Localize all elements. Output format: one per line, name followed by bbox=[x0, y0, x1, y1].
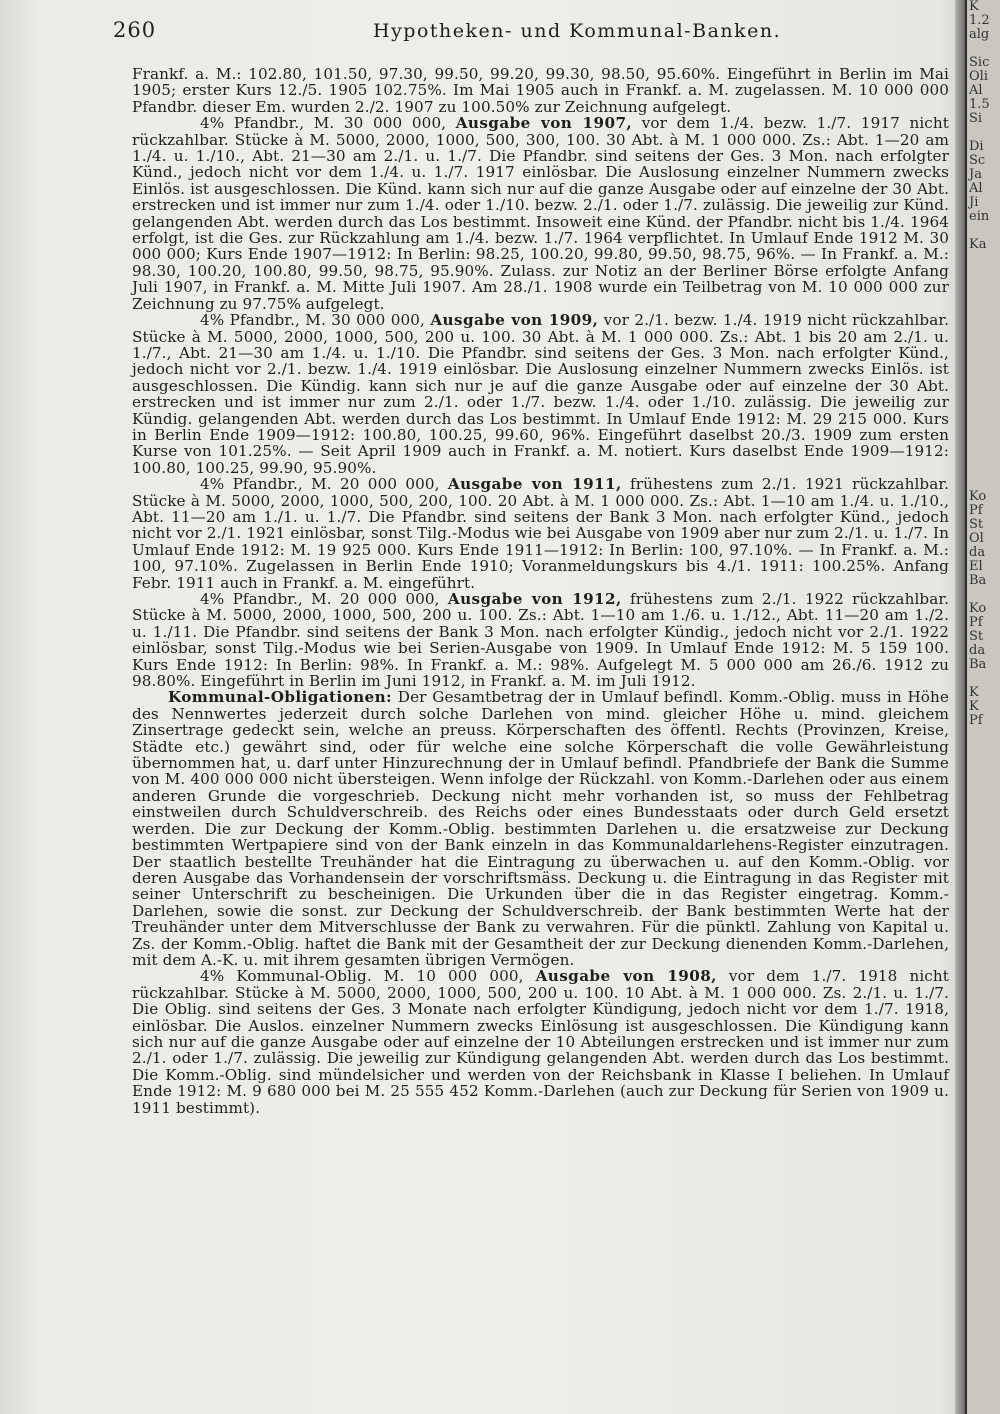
margin-fragment bbox=[969, 126, 1000, 140]
margin-fragment bbox=[969, 406, 1000, 420]
issue-heading: Ausgabe von 1907, bbox=[455, 114, 633, 133]
margin-fragment bbox=[969, 42, 1000, 56]
margin-fragment: Ba bbox=[969, 657, 987, 672]
margin-fragment bbox=[969, 420, 1000, 434]
issue-lead: 4% Pfandbr., M. 20 000 000, bbox=[200, 475, 440, 494]
margin-fragment: 1.2 bbox=[969, 13, 990, 28]
issue-lead: 4% Pfandbr., M. 30 000 000, bbox=[200, 114, 447, 133]
issue-heading: Ausgabe von 1908, bbox=[535, 967, 717, 986]
margin-fragment: Pf bbox=[969, 615, 983, 630]
margin-fragment: K bbox=[969, 685, 979, 700]
margin-fragment: da bbox=[969, 643, 986, 658]
margin-fragment bbox=[969, 350, 1000, 364]
issue-heading: Ausgabe von 1912, bbox=[447, 590, 622, 608]
margin-fragment bbox=[969, 448, 1000, 462]
page-header bbox=[113, 18, 953, 48]
paragraph-body: vor 2./1. bezw. 1./4. 1919 nicht rückzahlbar. Stücke à M. 5000, 2000, 1000, 500, 200 u. 100. 30 Abt. à M. 1 000 000. Zs.: Abt. 1 bis 20 am 2./1. u. 1./7., Abt. 21—30 am 1./4. u. 1./10. Die Pfandbr. sind seitens der Ges. 3 Mon. nach erfolgter Künd., jedoch nicht vor 2./1. bezw. 1./4. 1919 einlösbar. Die Auslosung einzelner Nummern zwecks Einlös. ist ausgeschlossen. Die Kündig. kann sich nur je auf die ganze Ausgabe oder auf einzelne der 30 Abt. erstrecken und ist immer nur zum 2./1. oder 1./7. bezw. 1./4. oder 1./10. zulässig. Die jeweilig zur Kündig. gelangenden Abt. werden durch das Los bestimmt. In Umlauf Ende 1912: M. 29 215 000. Kurs in Berlin Ende 1909—1912: 100.80, 100.25, 99.60, 96%. Eingeführt daselbst 20./3. 1909 zum ersten Kurse von 101.25%. — Seit April 1909 auch in Frankf. a. M. notiert. Kurs daselbst Ende 1909—1912: 100.80, 100.25, 99.90, 95.90%. bbox=[132, 311, 949, 477]
binding-shadow bbox=[955, 0, 965, 1414]
margin-fragment: 1.5 bbox=[969, 97, 990, 112]
margin-fragment bbox=[969, 266, 1000, 280]
issue-lead: 4% Pfandbr., M. 20 000 000, bbox=[200, 590, 440, 608]
running-head: Hypotheken- und Kommunal-Banken. bbox=[373, 20, 782, 42]
margin-fragment: Ko bbox=[969, 489, 987, 504]
paragraph-issue-1912 bbox=[132, 591, 949, 689]
margin-fragment bbox=[969, 378, 1000, 392]
margin-fragment: Ji bbox=[969, 195, 979, 210]
margin-fragment bbox=[969, 364, 1000, 378]
paragraph-kommunal-obligationen bbox=[132, 689, 949, 968]
section-heading: Kommunal-Obligationen: bbox=[168, 688, 393, 707]
margin-fragment: alg bbox=[969, 27, 990, 42]
issue-lead: 4% Kommunal-Oblig. M. 10 000 000, bbox=[200, 967, 524, 986]
margin-fragment bbox=[969, 224, 1000, 238]
margin-fragment: Al bbox=[969, 181, 983, 196]
issue-lead: 4% Pfandbr., M. 30 000 000, bbox=[200, 311, 425, 330]
margin-fragment: Ja bbox=[969, 167, 982, 182]
paragraph-issue-1909 bbox=[132, 312, 949, 476]
paragraph-kommunal-1908 bbox=[132, 968, 949, 1116]
margin-fragment bbox=[969, 322, 1000, 336]
margin-fragment: Ol bbox=[969, 531, 984, 546]
issue-heading: Ausgabe von 1911, bbox=[447, 475, 622, 494]
margin-fragment: Ka bbox=[969, 237, 987, 252]
margin-fragment: Pf bbox=[969, 713, 983, 728]
margin-fragment: Al bbox=[969, 83, 983, 98]
margin-fragment bbox=[969, 308, 1000, 322]
paragraph-body: vor dem 1./4. bezw. 1./7. 1917 nicht rückzahlbar. Stücke à M. 5000, 2000, 1000, 500, 300, 100. 30 Abt. à M. 1 000 000. Zs.: Abt. 1—20 am 1./4. u. 1./10., Abt. 21—30 am 2./1. u. 1./7. Die Pfandbr. sind seitens der Ges. 3 Mon. nach erfolgter Künd., jedoch nicht vor dem 1./4. u. 1./7. 1917 einlösbar. Die Auslosung einzelner Nummern zwecks Einlös. ist ausgeschlossen. Die Künd. kann sich nur auf die ganze Ausgabe oder auf einzelne der 30 Abt. erstrecken und ist immer nur zum 1./4. oder 1./10. bezw. 2./1. oder 1./7. zulässig. Die jeweilig zur Künd. gelangenden Abt. werden durch das Los bestimmt. Insoweit eine Künd. der Pfandbr. nicht bis 1./4. 1964 erfolgt, ist die Ges. zur Rückzahlung am 1./4. bezw. 1./7. 1964 verpflichtet. In Umlauf Ende 1912 M. 30 000 000; Kurs Ende 1907—1912: In Berlin: 98.25, 100.20, 99.80, 99.50, 98.75, 96%. — In Frankf. a. M.: 98.30, 100.20, 100.80, 99.50, 98.75, 95.90%. Zulass. zur Notiz an der Berliner Börse erfolgte Anfang Juli 1907, in Frankf. a. M. Mitte Juli 1907. Am 28./1. 1908 wurde ein Teilbetrag von M. 10 000 000 zur Zeichnung zu 97.75% aufgelegt. bbox=[132, 114, 949, 313]
margin-fragment: Sic bbox=[969, 55, 990, 70]
adjacent-page-margin bbox=[965, 0, 1000, 1414]
margin-fragment bbox=[969, 434, 1000, 448]
margin-fragment: El bbox=[969, 559, 983, 574]
margin-fragment: da bbox=[969, 545, 986, 560]
margin-fragment bbox=[969, 588, 1000, 602]
margin-fragment bbox=[969, 336, 1000, 350]
margin-fragment: Oli bbox=[969, 69, 988, 84]
margin-fragment: Di bbox=[969, 139, 984, 154]
paragraph-body: vor dem 1./7. 1918 nicht rückzahlbar. Stücke à M. 5000, 2000, 1000, 500, 200 u. 100. 10 Abt. à M. 1 000 000. Zs. 2./1. u. 1./7. Die Oblig. sind seitens der Ges. 3 Monate nach erfolgter Kündigung, jedoch nicht vor dem 1./7. 1918, einlösbar. Die Auslos. einzelner Nummern zwecks Einlösung ist ausgeschlossen. Die Kündigung kann sich nur auf die ganze Ausgabe oder auf einzelne der 10 Abteilungen erstrecken und ist immer nur zum 2./1. oder 1./7. zulässig. Die jeweilig zur Kündigung gelangenden Abt. werden durch das Los bestimmt. Die Komm.-Oblig. sind mündelsicher und werden von der Reichsbank in Klasse I beliehen. In Umlauf Ende 1912: M. 9 680 000 bei M. 25 555 452 Komm.-Darlehen (auch zur Deckung für Serien von 1909 u. 1911 bestimmt). bbox=[132, 967, 949, 1117]
issue-heading: Ausgabe von 1909, bbox=[430, 311, 599, 330]
margin-fragment: St bbox=[969, 629, 984, 644]
margin-fragment bbox=[969, 252, 1000, 266]
page-number: 260 bbox=[113, 18, 157, 42]
margin-fragment: St bbox=[969, 517, 984, 532]
paragraph-body: frühestens zum 2./1. 1922 rückzahlbar. Stücke à M. 5000, 2000, 1000, 500, 200 u. 100. Zs.: Abt. 1—10 am 1./6. u. 1./12., Abt. 11—20 am 1./2. u. 1./11. Die Pfandbr. sind seitens der Bank 3 Mon. nach erfolgter Kündig., jedoch nicht vor 2./1. 1922 einlösbar, sonst Tilg.-Modus wie bei Serien-Ausgabe von 1909. In Umlauf Ende 1912: M. 5 159 100. Kurs Ende 1912: In Berlin: 98%. In Frankf. a. M.: 98%. Aufgelegt M. 5 000 000 am 26./6. 1912 zu 98.80%. Eingeführt in Berlin im Juni 1912, in Frankf. a. M. im Juli 1912. bbox=[132, 590, 949, 691]
margin-fragment bbox=[969, 462, 1000, 476]
body-text bbox=[132, 66, 949, 1116]
margin-fragment: K bbox=[969, 0, 979, 14]
paragraph-body: Frankf. a. M.: 102.80, 101.50, 97.30, 99.50, 99.20, 99.30, 98.50, 95.60%. Eingeführt in Berlin im Mai 1905; erster Kurs 12./5. 1905 102.75%. Im Mai 1905 auch in Frankf. a. M. zugelassen. M. 10 000 000 Pfandbr. dieser Em. wurden 2./2. 1907 zu 100.50% zur Zeichnung aufgelegt. bbox=[132, 65, 949, 116]
margin-fragment: K bbox=[969, 699, 979, 714]
margin-fragment bbox=[969, 392, 1000, 406]
paragraph-issue-1911 bbox=[132, 476, 949, 591]
margin-fragment bbox=[969, 280, 1000, 294]
margin-fragment: ein bbox=[969, 209, 990, 224]
margin-fragment: Sc bbox=[969, 153, 986, 168]
margin-fragment bbox=[969, 672, 1000, 686]
paragraph-issue-1907 bbox=[132, 115, 949, 312]
margin-fragment bbox=[969, 294, 1000, 308]
margin-fragment: Ba bbox=[969, 573, 987, 588]
paragraph-continuation bbox=[132, 66, 949, 115]
margin-fragment: Ko bbox=[969, 601, 987, 616]
paragraph-body: frühestens zum 2./1. 1921 rückzahlbar. Stücke à M. 5000, 2000, 1000, 500, 200, 100. 20 Abt. à M. 1 000 000. Zs.: Abt. 1—10 am 1./4. u. 1./10., Abt. 11—20 am 1./1. u. 1./7. Die Pfandbr. sind seitens der Bank 3 Mon. nach erfolgter Künd., jedoch nicht vor 2./1. 1921 einlösbar, sonst Tilg.-Modus wie bei Ausgabe von 1909 aber nur zum 2./1. u. 1./7. In Umlauf Ende 1912: M. 19 925 000. Kurs Ende 1911—1912: In Berlin: 100, 97.10%. — In Frankf. a. M.: 100, 97.10%. Zugelassen in Berlin Ende 1910; Voranmeldungskurs bis 4./1. 1911: 100.25%. Anfang Febr. 1911 auch in Frankf. a. M. eingeführt. bbox=[132, 475, 949, 592]
margin-fragment: Si bbox=[969, 111, 983, 126]
margin-fragment bbox=[969, 476, 1000, 490]
paragraph-body: Der Gesamtbetrag der in Umlauf befindl. Komm.-Oblig. muss in Höhe des Nennwertes jederzeit durch solche Darlehen von mind. gleicher Höhe u. mind. gleichem Zinsertrage gedeckt sein, welche an preuss. Körperschaften des öffentl. Rechts (Provinzen, Kreise, Städte etc.) gewährt sind, oder für welche eine solche Körperschaft die volle Gewährleistung übernommen hat, u. darf unter Hinzurechnung der in Umlauf befindl. Pfandbriefe der Bank die Summe von M. 400 000 000 nicht übersteigen. Wenn infolge der Rückzahl. von Komm.-Darlehen oder aus einem anderen Grunde die vorgeschrieb. Deckung nicht mehr vorhanden ist, so muss der Fehlbetrag einstweilen durch Schuldverschreib. des Reichs oder eines Bundesstaats oder durch Geld ersetzt werden. Die zur Deckung der Komm.-Oblig. bestimmten Darlehen u. die ersatzweise zur Deckung bestimmten Wertpapiere sind von der Bank einzeln in das Kommunaldarlehens-Register einzutragen. Der staatlich bestellte Treuhänder hat die Eintragung zu überwachen u. auf den Komm.-Oblig. vor deren Ausgabe das Vorhandensein der vorschriftsmäss. Deckung u. die Eintragung in das Register mit seiner Unterschrift zu bescheinigen. Die Urkunden über die in das Register eingetrag. Komm.-Darlehen, sowie die sonst. zur Deckung der Schuldverschreib. der Bank bestimmten Werte hat der Treuhänder unter dem Mitverschlusse der Bank zu verwahren. Für die pünktl. Zahlung von Kapital u. Zs. der Komm.-Oblig. haftet die Bank mit der Gesamtheit der zur Deckung dienenden Komm.-Darlehen, mit dem A.-K. u. mit ihrem gesamten übrigen Vermögen. bbox=[132, 688, 950, 969]
margin-fragment: Pf bbox=[969, 503, 983, 518]
